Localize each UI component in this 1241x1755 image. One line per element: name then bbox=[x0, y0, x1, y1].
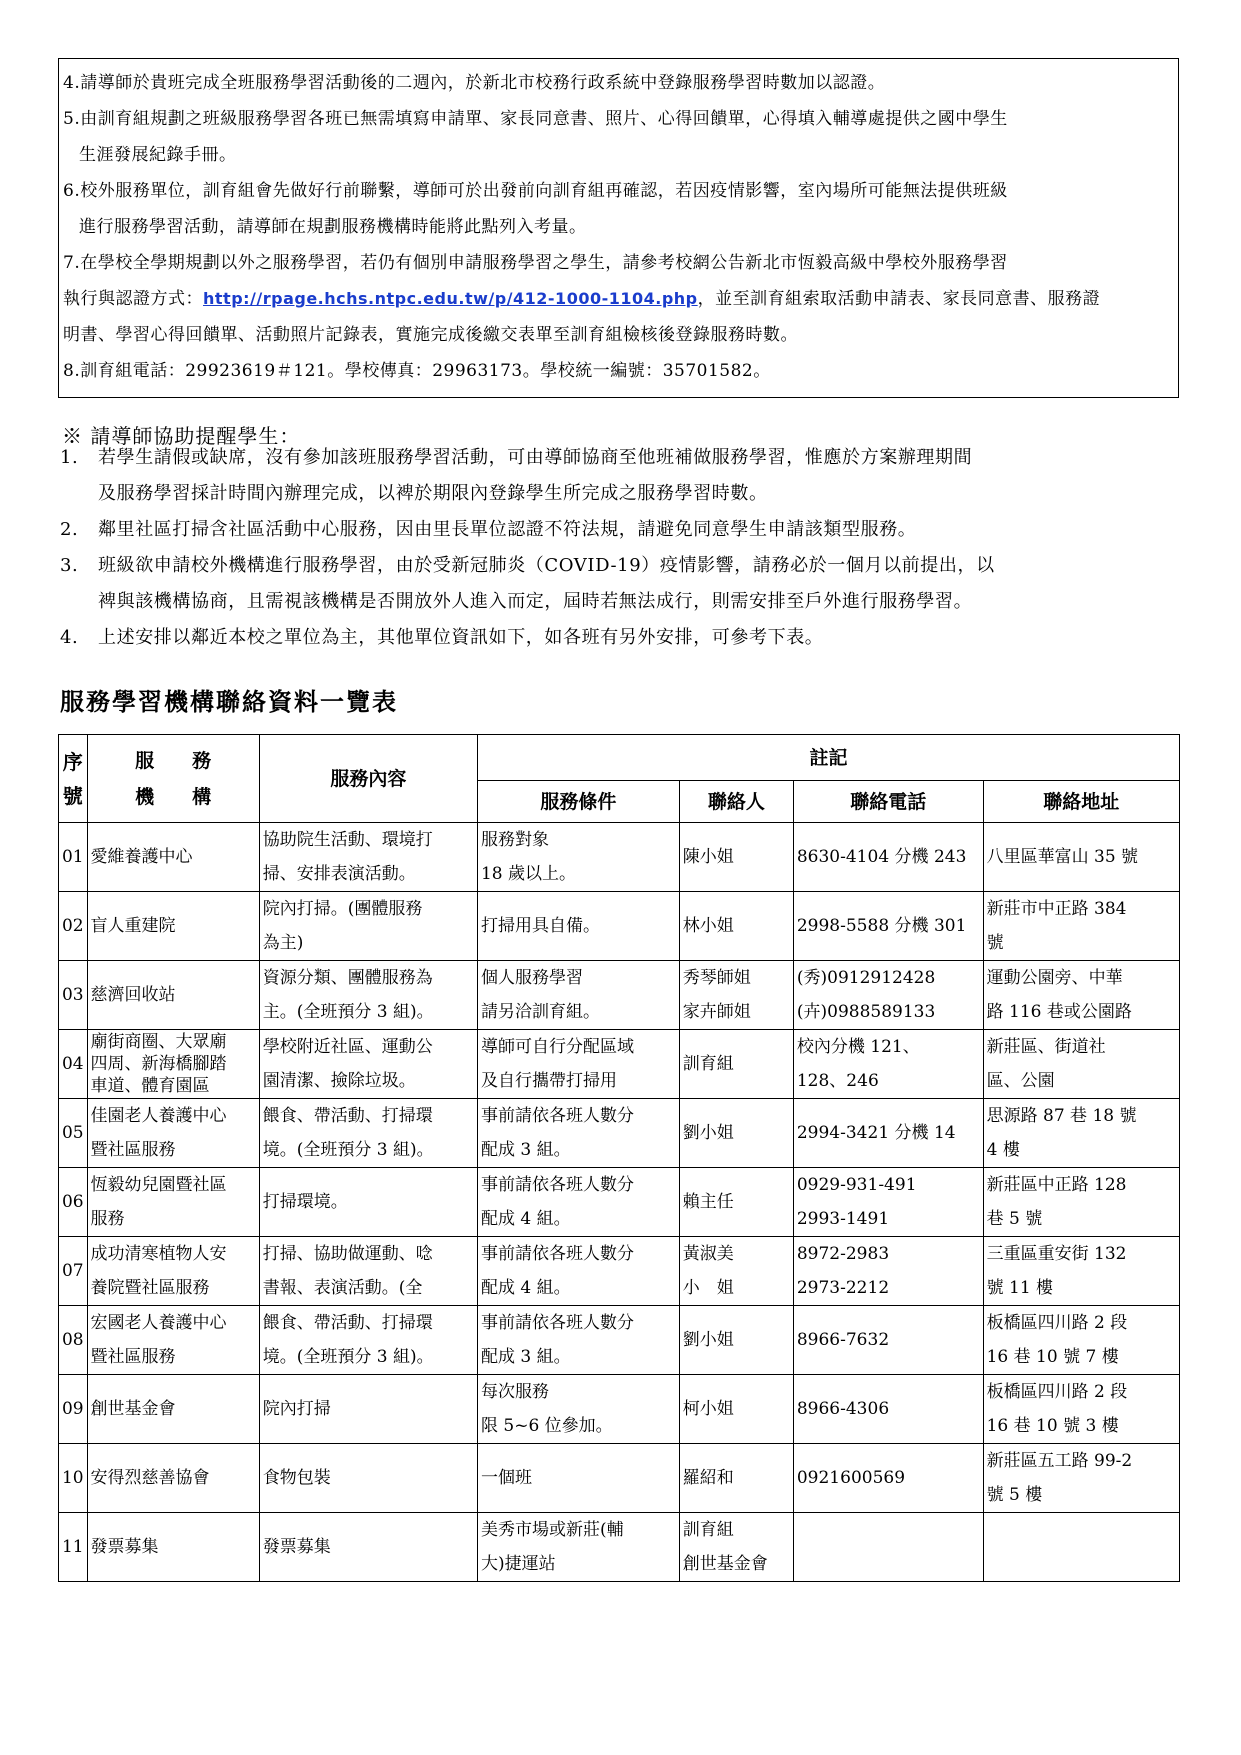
table-row bbox=[59, 961, 1180, 1030]
row-number: 07 bbox=[59, 1237, 88, 1306]
cell-org: 創世基金會 bbox=[87, 1375, 259, 1444]
cell-condition: 事前請依各班人數分 配成 3 組。 bbox=[477, 1099, 679, 1168]
reminder-number: 3. bbox=[60, 555, 79, 576]
note-6-line2: 進行服務學習活動，請導師在規劃服務機構時能將此點列入考量。 bbox=[79, 217, 587, 237]
note-7-prefix: 執行與認證方式： bbox=[63, 289, 203, 309]
row-number: 10 bbox=[59, 1444, 88, 1513]
note-5 bbox=[63, 101, 1174, 173]
cell-condition: 導師可自行分配區域 及自行攜帶打掃用 bbox=[477, 1030, 679, 1099]
cell-contact: 賴主任 bbox=[679, 1168, 793, 1237]
cell-phone: 0921600569 bbox=[793, 1444, 983, 1513]
cell-phone: (秀)0912912428 (卉)0988589133 bbox=[793, 961, 983, 1030]
cell-condition: 打掃用具自備。 bbox=[477, 892, 679, 961]
note-6 bbox=[63, 173, 1174, 245]
header-seq-line2: 號 bbox=[62, 783, 83, 808]
cell-condition: 事前請依各班人數分 配成 4 組。 bbox=[477, 1168, 679, 1237]
cell-org: 恆毅幼兒園暨社區 服務 bbox=[87, 1168, 259, 1237]
cell-contact: 陳小姐 bbox=[679, 823, 793, 892]
cell-condition: 個人服務學習 請另洽訓育組。 bbox=[477, 961, 679, 1030]
header-org-line1: 服 務 bbox=[135, 749, 212, 772]
cell-phone: 校內分機 121、 128、246 bbox=[793, 1030, 983, 1099]
cell-org: 宏國老人養護中心 暨社區服務 bbox=[87, 1306, 259, 1375]
cell-phone: 8630-4104 分機 243 bbox=[793, 823, 983, 892]
header-notes: 註記 bbox=[477, 735, 1179, 781]
cell-org: 廟街商圈、大眾廟 四周、新海橋腳踏 車道、體育園區 bbox=[87, 1030, 259, 1099]
header-phone: 聯絡電話 bbox=[793, 781, 983, 823]
institution-table bbox=[58, 734, 1180, 1582]
reminder-number: 1. bbox=[60, 447, 79, 468]
cell-org: 佳園老人養護中心 暨社區服務 bbox=[87, 1099, 259, 1168]
cell-phone: 2998-5588 分機 301 bbox=[793, 892, 983, 961]
note-4 bbox=[63, 65, 1174, 101]
reminder-number: 4. bbox=[60, 627, 79, 648]
cell-address bbox=[983, 1513, 1179, 1582]
cell-contact: 秀琴師姐 家卉師姐 bbox=[679, 961, 793, 1030]
table-row bbox=[59, 823, 1180, 892]
note-8 bbox=[63, 353, 1174, 389]
cell-org: 安得烈慈善協會 bbox=[87, 1444, 259, 1513]
cell-phone bbox=[793, 1513, 983, 1582]
row-number: 04 bbox=[59, 1030, 88, 1099]
header-content: 服務內容 bbox=[259, 735, 477, 823]
header-address: 聯絡地址 bbox=[983, 781, 1179, 823]
cell-phone: 2994-3421 分機 14 bbox=[793, 1099, 983, 1168]
cell-content: 食物包裝 bbox=[259, 1444, 477, 1513]
reminder-item bbox=[60, 620, 1180, 656]
table-row bbox=[59, 1237, 1180, 1306]
note-7 bbox=[63, 245, 1174, 353]
reminder-line: 鄰里社區打掃含社區活動中心服務，因由里長單位認證不符法規，請避免同意學生申請該類型服務。 bbox=[98, 519, 917, 540]
header-seq bbox=[59, 735, 88, 823]
cell-org: 成功清寒植物人安 養院暨社區服務 bbox=[87, 1237, 259, 1306]
section-title: 服務學習機構聯絡資料一覽表 bbox=[60, 687, 398, 716]
reminder-item bbox=[60, 512, 1180, 548]
note-8-text: 8.訓育組電話：29923619＃121。學校傳真：29963173。學校統一編號：35701582。 bbox=[63, 361, 771, 381]
reminder-item bbox=[60, 548, 1180, 620]
cell-content: 餵食、帶活動、打掃環 境。(全班預分 3 組)。 bbox=[259, 1099, 477, 1168]
cell-phone: 8966-7632 bbox=[793, 1306, 983, 1375]
row-number: 06 bbox=[59, 1168, 88, 1237]
cell-condition: 美秀市場或新莊(輔 大)捷運站 bbox=[477, 1513, 679, 1582]
note-6-line1: 6.校外服務單位，訓育組會先做好行前聯繫，導師可於出發前向訓育組再確認，若因疫情影響，室內場所可能無法提供班級 bbox=[63, 181, 1008, 201]
cell-phone: 0929-931-491 2993-1491 bbox=[793, 1168, 983, 1237]
table-row bbox=[59, 1513, 1180, 1582]
cell-condition: 事前請依各班人數分 配成 3 組。 bbox=[477, 1306, 679, 1375]
note-5-line1: 5.由訓育組規劃之班級服務學習各班已無需填寫申請單、家長同意書、照片、心得回饋單，心得填入輔導處提供之國中學生 bbox=[63, 109, 1008, 129]
header-condition: 服務條件 bbox=[477, 781, 679, 823]
row-number: 09 bbox=[59, 1375, 88, 1444]
reminder-title: ※ 請導師協助提醒學生： bbox=[62, 424, 301, 448]
cell-address: 八里區華富山 35 號 bbox=[983, 823, 1179, 892]
table-row bbox=[59, 1030, 1180, 1099]
cell-address: 思源路 87 巷 18 號 4 樓 bbox=[983, 1099, 1179, 1168]
cell-contact: 林小姐 bbox=[679, 892, 793, 961]
cell-contact: 劉小姐 bbox=[679, 1099, 793, 1168]
row-number: 05 bbox=[59, 1099, 88, 1168]
row-number: 11 bbox=[59, 1513, 88, 1582]
cell-condition: 每次服務 限 5~6 位參加。 bbox=[477, 1375, 679, 1444]
cell-content: 餵食、帶活動、打掃環 境。(全班預分 3 組)。 bbox=[259, 1306, 477, 1375]
cell-condition: 事前請依各班人數分 配成 4 組。 bbox=[477, 1237, 679, 1306]
table-body bbox=[59, 823, 1180, 1582]
row-number: 08 bbox=[59, 1306, 88, 1375]
header-org bbox=[87, 735, 259, 823]
reminder-number: 2. bbox=[60, 519, 79, 540]
cell-org: 發票募集 bbox=[87, 1513, 259, 1582]
cell-content: 打掃、協助做運動、唸 書報、表演活動。(全 bbox=[259, 1237, 477, 1306]
reminder-line: 裨與該機構協商，且需視該機構是否開放外人進入而定，屆時若無法成行，則需安排至戶外進行服務學習。 bbox=[98, 591, 973, 612]
reminder-line: 若學生請假或缺席，沒有參加該班服務學習活動，可由導師協商至他班補做服務學習，惟應於方案辦理期間 bbox=[98, 447, 973, 468]
header-contact: 聯絡人 bbox=[679, 781, 793, 823]
cell-address: 新莊區中正路 128 巷 5 號 bbox=[983, 1168, 1179, 1237]
reminder-line: 上述安排以鄰近本校之單位為主，其他單位資訊如下，如各班有另外安排，可參考下表。 bbox=[98, 627, 824, 648]
note-7-suffix: ，並至訓育組索取活動申請表、家長同意書、服務證 bbox=[697, 289, 1101, 309]
cell-phone: 8966-4306 bbox=[793, 1375, 983, 1444]
cell-contact: 柯小姐 bbox=[679, 1375, 793, 1444]
cell-contact: 訓育組 創世基金會 bbox=[679, 1513, 793, 1582]
cell-address: 新莊市中正路 384 號 bbox=[983, 892, 1179, 961]
cell-contact: 訓育組 bbox=[679, 1030, 793, 1099]
cell-content: 資源分類、團體服務為 主。(全班預分 3 組)。 bbox=[259, 961, 477, 1030]
table-row bbox=[59, 1099, 1180, 1168]
cell-phone: 8972-2983 2973-2212 bbox=[793, 1237, 983, 1306]
table-row bbox=[59, 1375, 1180, 1444]
row-number: 01 bbox=[59, 823, 88, 892]
cell-contact: 羅紹和 bbox=[679, 1444, 793, 1513]
cell-address: 三重區重安街 132 號 11 樓 bbox=[983, 1237, 1179, 1306]
cell-condition: 一個班 bbox=[477, 1444, 679, 1513]
header-seq-line1: 序 bbox=[62, 749, 83, 774]
reminder-list bbox=[60, 440, 1180, 656]
reminder-item bbox=[60, 440, 1180, 512]
cell-org: 愛維養護中心 bbox=[87, 823, 259, 892]
cell-content: 協助院生活動、環境打 掃、安排表演活動。 bbox=[259, 823, 477, 892]
notes-box bbox=[58, 58, 1179, 398]
cell-org: 慈濟回收站 bbox=[87, 961, 259, 1030]
reminder-line: 及服務學習採計時間內辦理完成，以裨於期限內登錄學生所完成之服務學習時數。 bbox=[98, 483, 768, 504]
cell-content: 打掃環境。 bbox=[259, 1168, 477, 1237]
cell-content: 院內打掃。(團體服務 為主) bbox=[259, 892, 477, 961]
table-row bbox=[59, 892, 1180, 961]
header-org-line2: 機 構 bbox=[135, 785, 212, 808]
note-7-line1: 7.在學校全學期規劃以外之服務學習，若仍有個別申請服務學習之學生，請參考校網公告新北市恆毅高級中學校外服務學習 bbox=[63, 253, 1008, 273]
cell-contact: 黃淑美 小 姐 bbox=[679, 1237, 793, 1306]
cell-address: 板橋區四川路 2 段 16 巷 10 號 7 樓 bbox=[983, 1306, 1179, 1375]
cell-address: 新莊區五工路 99-2 號 5 樓 bbox=[983, 1444, 1179, 1513]
note-5-line2: 生涯發展紀錄手冊。 bbox=[79, 145, 237, 165]
note-4-text: 4.請導師於貴班完成全班服務學習活動後的二週內，於新北市校務行政系統中登錄服務學習時數加以認證。 bbox=[63, 73, 886, 93]
table-row bbox=[59, 1306, 1180, 1375]
row-number: 02 bbox=[59, 892, 88, 961]
service-learning-link[interactable]: http://rpage.hchs.ntpc.edu.tw/p/412-1000-1104.php bbox=[203, 289, 698, 308]
cell-org: 盲人重建院 bbox=[87, 892, 259, 961]
note-7-line3: 明書、學習心得回饋單、活動照片記錄表，實施完成後繳交表單至訓育組檢核後登錄服務時數。 bbox=[63, 325, 798, 345]
table-row bbox=[59, 1168, 1180, 1237]
cell-contact: 劉小姐 bbox=[679, 1306, 793, 1375]
cell-condition: 服務對象 18 歲以上。 bbox=[477, 823, 679, 892]
cell-content: 院內打掃 bbox=[259, 1375, 477, 1444]
cell-address: 板橋區四川路 2 段 16 巷 10 號 3 樓 bbox=[983, 1375, 1179, 1444]
cell-address: 運動公園旁、中華 路 116 巷或公園路 bbox=[983, 961, 1179, 1030]
note-7-line2 bbox=[63, 281, 1174, 317]
table-row bbox=[59, 1444, 1180, 1513]
reminder-line: 班級欲申請校外機構進行服務學習，由於受新冠肺炎（COVID-19）疫情影響，請務必於一個月以前提出，以 bbox=[98, 555, 995, 576]
row-number: 03 bbox=[59, 961, 88, 1030]
cell-content: 學校附近社區、運動公 園清潔、撿除垃圾。 bbox=[259, 1030, 477, 1099]
cell-content: 發票募集 bbox=[259, 1513, 477, 1582]
cell-address: 新莊區、街道社 區、公園 bbox=[983, 1030, 1179, 1099]
